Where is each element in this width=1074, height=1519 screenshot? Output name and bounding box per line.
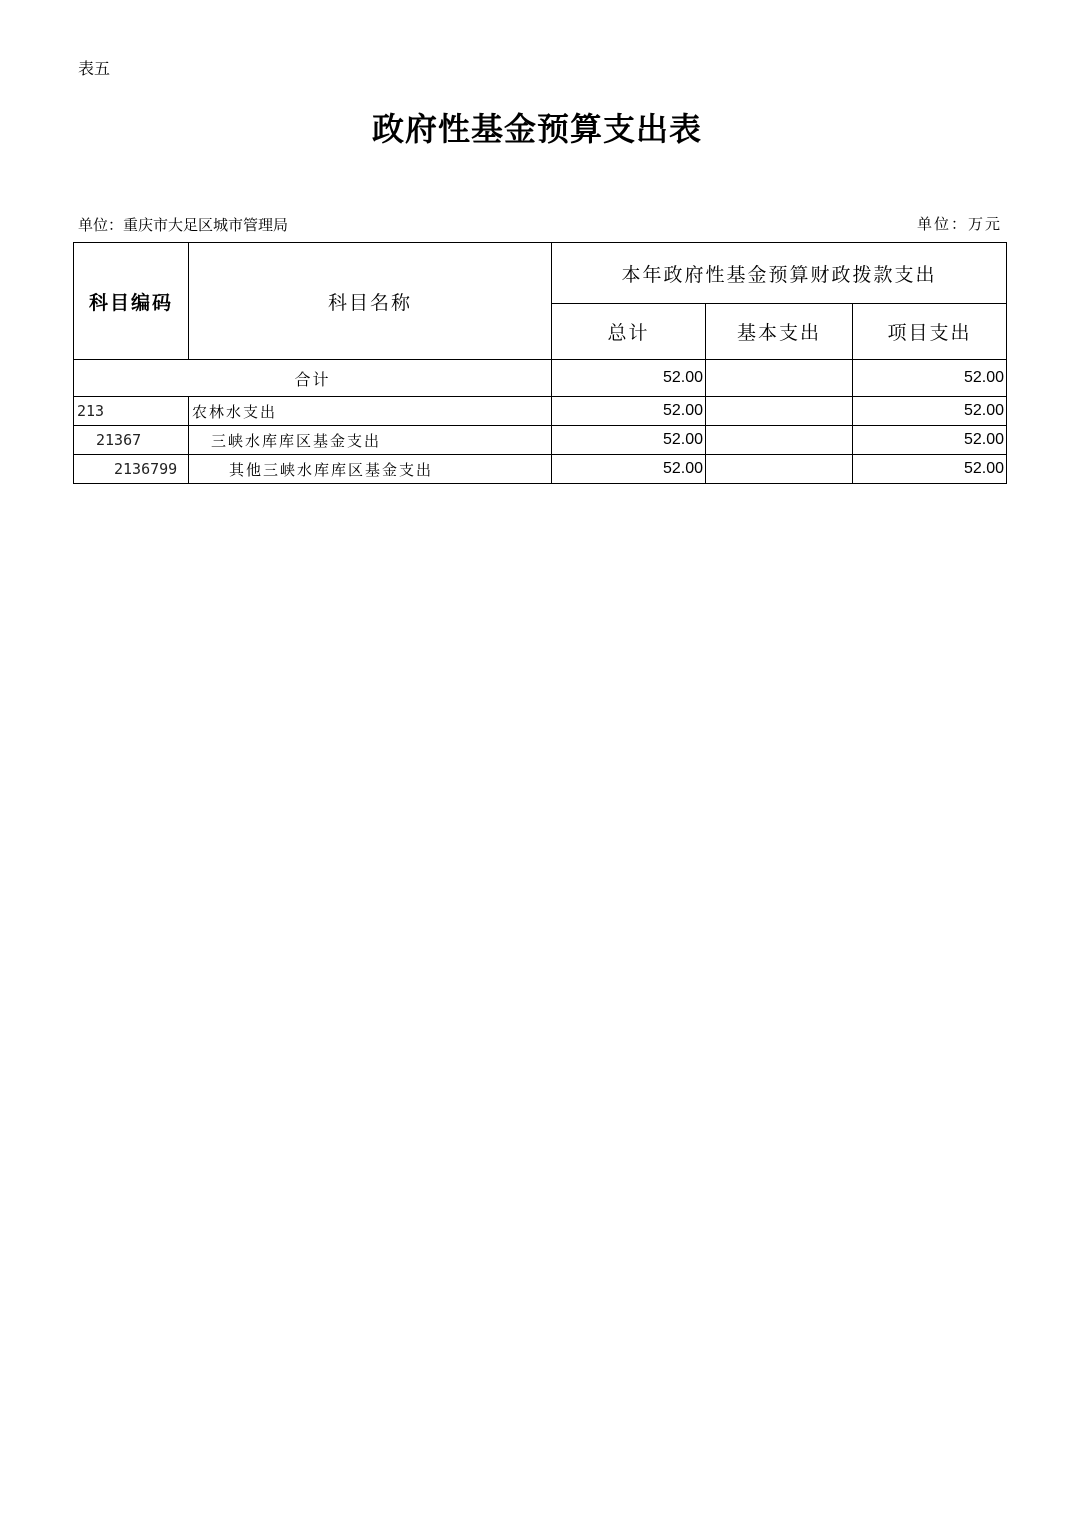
row-name: 三峡水库库区基金支出 (189, 426, 552, 455)
row-project: 52.00 (853, 455, 1007, 484)
row-total: 52.00 (552, 455, 706, 484)
total-label: 合计 (74, 360, 552, 397)
row-basic (706, 455, 853, 484)
col-header-name: 科目名称 (189, 243, 552, 360)
col-header-project: 项目支出 (853, 304, 1007, 360)
row-basic (706, 397, 853, 426)
row-name: 农林水支出 (189, 397, 552, 426)
row-code: 213 (74, 397, 189, 426)
row-basic (706, 426, 853, 455)
budget-table (73, 242, 1007, 484)
row-code: 21367 (74, 426, 189, 455)
table-row (74, 426, 1007, 455)
row-total: 52.00 (552, 397, 706, 426)
page-title: 政府性基金预算支出表 (371, 110, 702, 148)
row-code: 2136799 (74, 455, 189, 484)
table-row (74, 455, 1007, 484)
total-cell-basic (706, 360, 853, 397)
row-project: 52.00 (853, 426, 1007, 455)
col-header-code: 科目编码 (74, 243, 189, 360)
total-cell-project: 52.00 (853, 360, 1007, 397)
row-project: 52.00 (853, 397, 1007, 426)
col-header-group: 本年政府性基金预算财政拨款支出 (552, 243, 1007, 304)
unit-currency: 单位：万元 (916, 215, 1002, 233)
row-total: 52.00 (552, 426, 706, 455)
unit-organization: 单位：重庆市大足区城市管理局 (78, 216, 289, 234)
total-row (74, 360, 1007, 397)
table-row (74, 397, 1007, 426)
total-cell-total: 52.00 (552, 360, 706, 397)
header-row-top (74, 243, 1007, 304)
col-header-basic: 基本支出 (706, 304, 853, 360)
table-label: 表五 (78, 59, 111, 78)
col-header-total: 总计 (552, 304, 706, 360)
row-name: 其他三峡水库库区基金支出 (189, 455, 552, 484)
